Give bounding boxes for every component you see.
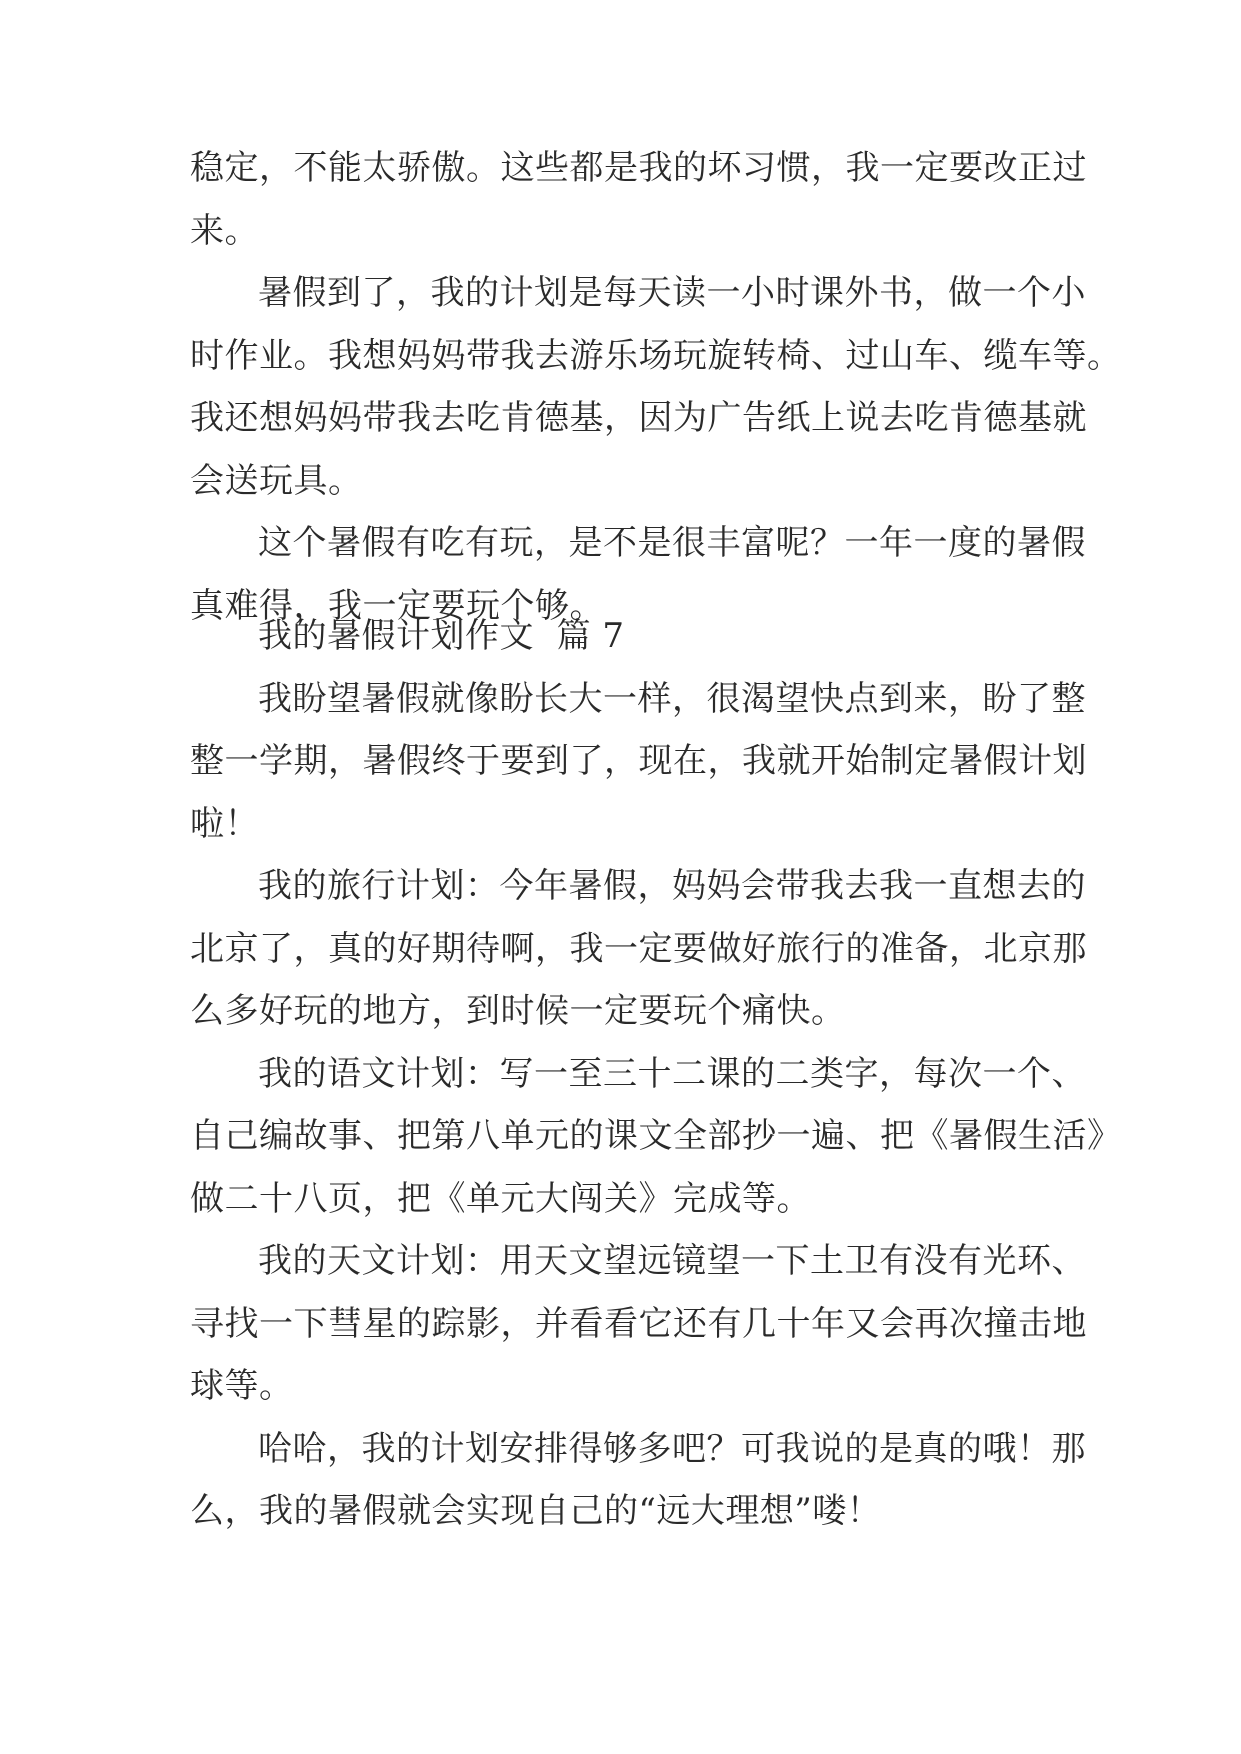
paragraph-6-line-3: 做二十八页，把《单元大闯关》完成等。 xyxy=(190,1178,811,1219)
paragraph-2-line-4: 会送玩具。 xyxy=(190,460,363,501)
paragraph-6-line-1: 我的语文计划：写一至三十二课的二类字，每次一个、 xyxy=(258,1053,1086,1094)
paragraph-4-line-3: 啦！ xyxy=(190,803,259,844)
paragraph-5-line-1: 我的旅行计划：今年暑假，妈妈会带我去我一直想去的 xyxy=(258,866,1086,906)
paragraph-6-line-2: 自己编故事、把第八单元的课文全部抄一遍、把《暑假生活》 xyxy=(190,1116,1122,1156)
section-title: 我的暑假计划作文 篇 7 xyxy=(258,616,625,656)
paragraph-5-line-3: 么多好玩的地方，到时候一定要玩个痛快。 xyxy=(190,991,846,1031)
paragraph-4-line-1: 我盼望暑假就像盼长大一样，很渴望快点到来，盼了整 xyxy=(258,678,1086,719)
paragraph-2-line-1: 暑假到了，我的计划是每天读一小时课外书，做一个小 xyxy=(258,273,1086,313)
paragraph-7-line-1: 我的天文计划：用天文望远镜望一下土卫有没有光环、 xyxy=(258,1241,1086,1281)
paragraph-1-line-2: 来。 xyxy=(190,210,259,251)
paragraph-8-line-2: 么，我的暑假就会实现自己的“远大理想”喽！ xyxy=(190,1491,882,1531)
body-text-bottom xyxy=(190,605,1122,1543)
paragraph-4-line-2: 整一学期，暑假终于要到了，现在，我就开始制定暑假计划 xyxy=(190,741,1087,781)
body-text-top xyxy=(190,137,1122,637)
paragraph-3-line-2: 真难得，我一定要玩个够。 xyxy=(190,585,604,626)
paragraph-7-line-3: 球等。 xyxy=(190,1366,294,1406)
paragraph-7-line-2: 寻找一下彗星的踪影，并看看它还有几十年又会再次撞击地 xyxy=(190,1303,1087,1344)
paragraph-3-line-1: 这个暑假有吃有玩，是不是很丰富呢？一年一度的暑假 xyxy=(258,523,1086,563)
paragraph-5-line-2: 北京了，真的好期待啊，我一定要做好旅行的准备，北京那 xyxy=(190,928,1087,969)
paragraph-1-line-1: 稳定，不能太骄傲。这些都是我的坏习惯，我一定要改正过 xyxy=(190,148,1087,188)
paragraph-8-line-1: 哈哈，我的计划安排得够多吧？可我说的是真的哦！那 xyxy=(258,1428,1086,1469)
paragraph-2-line-2: 时作业。我想妈妈带我去游乐场玩旋转椅、过山车、缆车等。 xyxy=(190,335,1122,376)
paragraph-2-line-3: 我还想妈妈带我去吃肯德基，因为广告纸上说去吃肯德基就 xyxy=(190,398,1087,438)
